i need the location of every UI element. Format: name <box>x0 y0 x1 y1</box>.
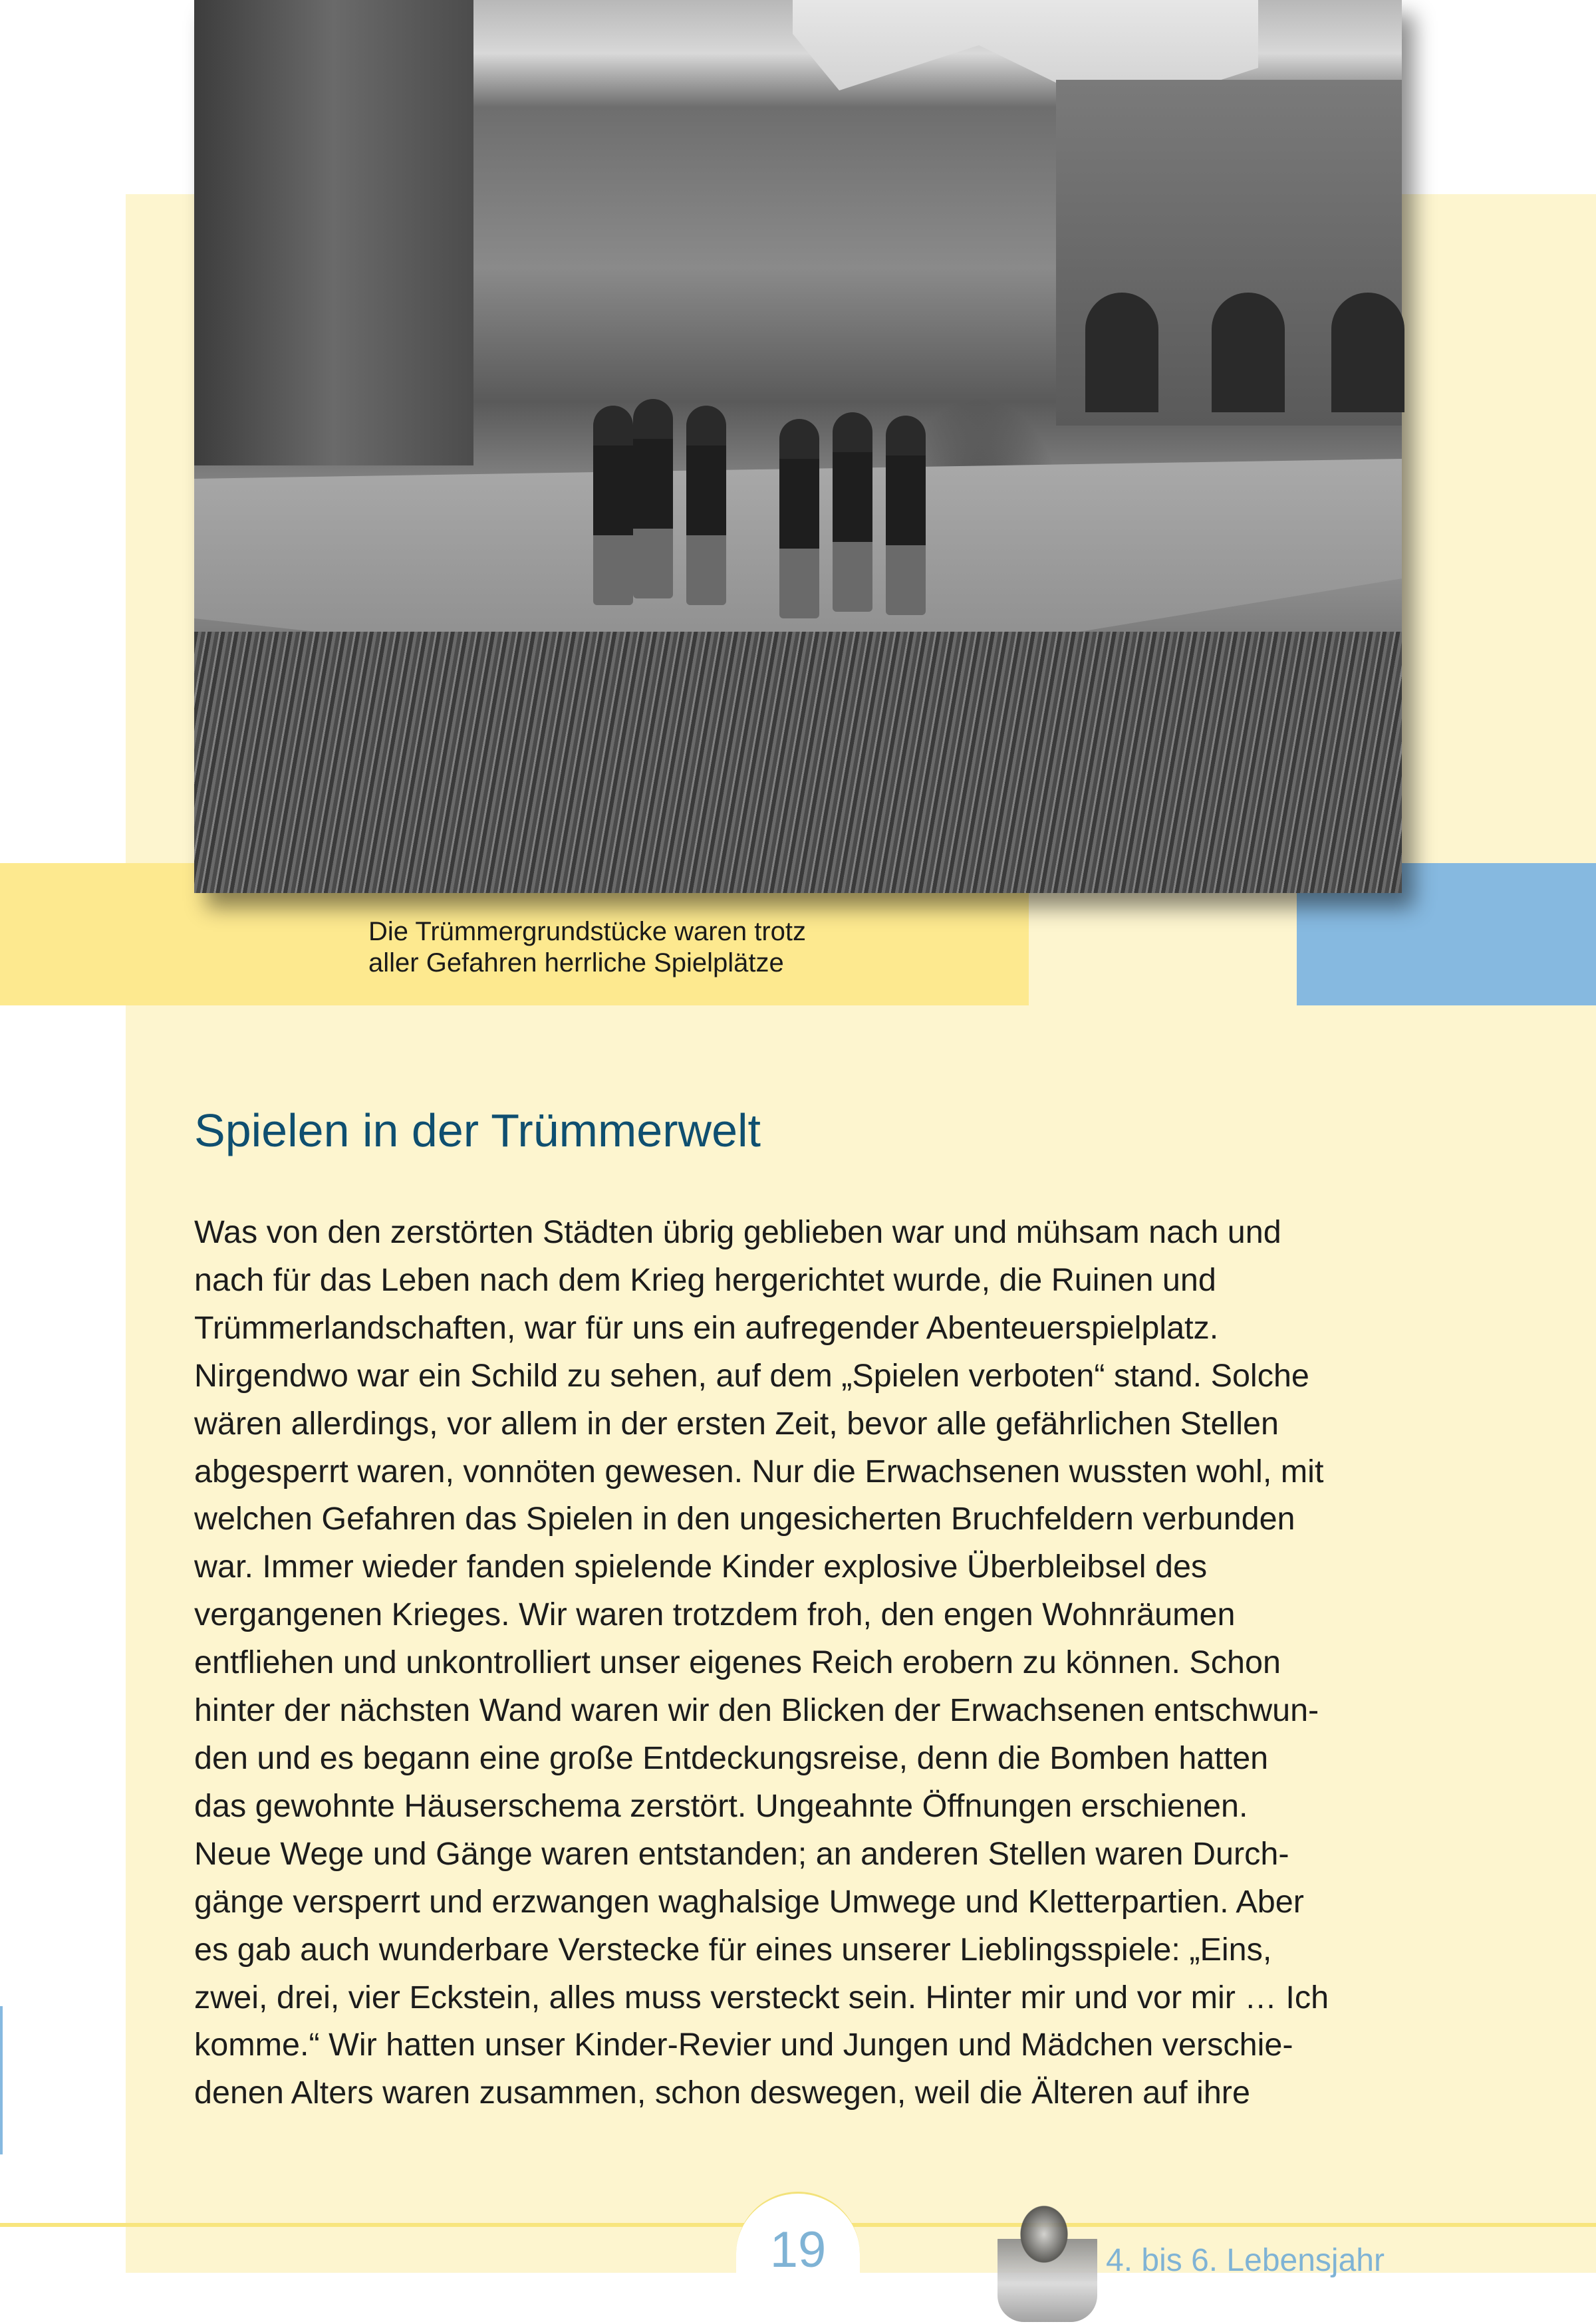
body-line: komme.“ Wir hatten unser Kinder-Revier und Jungen und Mädchen verschie- <box>194 2027 1293 2063</box>
body-line: es gab auch wunderbare Verstecke für eines unserer Lieblingsspiele: „Eins, <box>194 1931 1272 1968</box>
body-line: zwei, drei, vier Eckstein, alles muss versteckt sein. Hinter mir und vor mir … Ich <box>194 1979 1329 2015</box>
body-line: Neue Wege und Gänge waren entstanden; an anderen Stellen waren Durch- <box>194 1835 1289 1872</box>
body-line: entfliehen und unkontrolliert unser eigenes Reich erobern zu können. Schon <box>194 1644 1281 1681</box>
body-line: gänge versperrt und erzwangen waghalsige Umwege und Kletterpartien. Aber <box>194 1883 1304 1920</box>
body-line: vergangenen Krieges. Wir waren trotzdem froh, den engen Wohnräumen <box>194 1597 1236 1633</box>
body-line: hinter der nächsten Wand waren wir den Blicken der Erwachsenen entschwun- <box>194 1692 1319 1729</box>
body-line: denen Alters waren zusammen, schon deswegen, weil die Älteren auf ihre <box>194 2075 1250 2111</box>
body-line: Nirgendwo war ein Schild zu sehen, auf dem „Spielen verboten“ stand. Solche <box>194 1357 1309 1394</box>
ruin-arch <box>1212 293 1285 412</box>
body-line: welchen Gefahren das Spielen in den ungesicherten Bruchfeldern verbunden <box>194 1501 1295 1537</box>
child-figure <box>593 406 633 605</box>
rubble-pit <box>194 632 1402 893</box>
section-title: Spielen in der Trümmerwelt <box>194 1104 761 1156</box>
body-line: abgesperrt waren, vonnöten gewesen. Nur die Erwachsenen wussten wohl, mit <box>194 1453 1324 1489</box>
photo-caption <box>368 916 806 979</box>
child-figure <box>886 416 926 615</box>
body-line: wären allerdings, vor allem in der ersten Zeit, bevor alle gefährlichen Stellen <box>194 1405 1279 1442</box>
body-text <box>194 1209 1411 2117</box>
child-figure <box>833 412 872 612</box>
body-line: war. Immer wieder fanden spielende Kinder explosive Überbleibsel des <box>194 1549 1208 1585</box>
section-label: 4. bis 6. Lebensjahr <box>1106 2243 1385 2278</box>
body-line: Trümmerlandschaften, war für uns ein aufregender Abenteuerspielplatz. <box>194 1309 1219 1346</box>
body-line: das gewohnte Häuserschema zerstört. Ungeahnte Öffnungen erschienen. <box>194 1787 1248 1824</box>
caption-line: aller Gefahren herrliche Spielplätze <box>368 948 784 977</box>
page-number: 19 <box>769 2222 827 2278</box>
ruin-building <box>194 0 473 465</box>
photo-children-playing-in-ruins <box>194 0 1402 893</box>
child-figure <box>633 399 673 598</box>
ruin-arch <box>1085 293 1158 412</box>
child-figure <box>686 406 726 605</box>
ruin-arch <box>1331 293 1404 412</box>
caption-line: Die Trümmergrundstücke waren trotz <box>368 917 807 946</box>
margin-marker <box>0 2006 3 2154</box>
body-line: nach für das Leben nach dem Krieg hergerichtet wurde, die Ruinen und <box>194 1261 1216 1298</box>
body-line: Was von den zerstörten Städten übrig geblieben war und mühsam nach und <box>194 1214 1281 1250</box>
child-photo-icon <box>998 2194 1097 2322</box>
body-line: den und es begann eine große Entdeckungsreise, denn die Bomben hatten <box>194 1740 1269 1776</box>
child-figure <box>779 419 819 618</box>
